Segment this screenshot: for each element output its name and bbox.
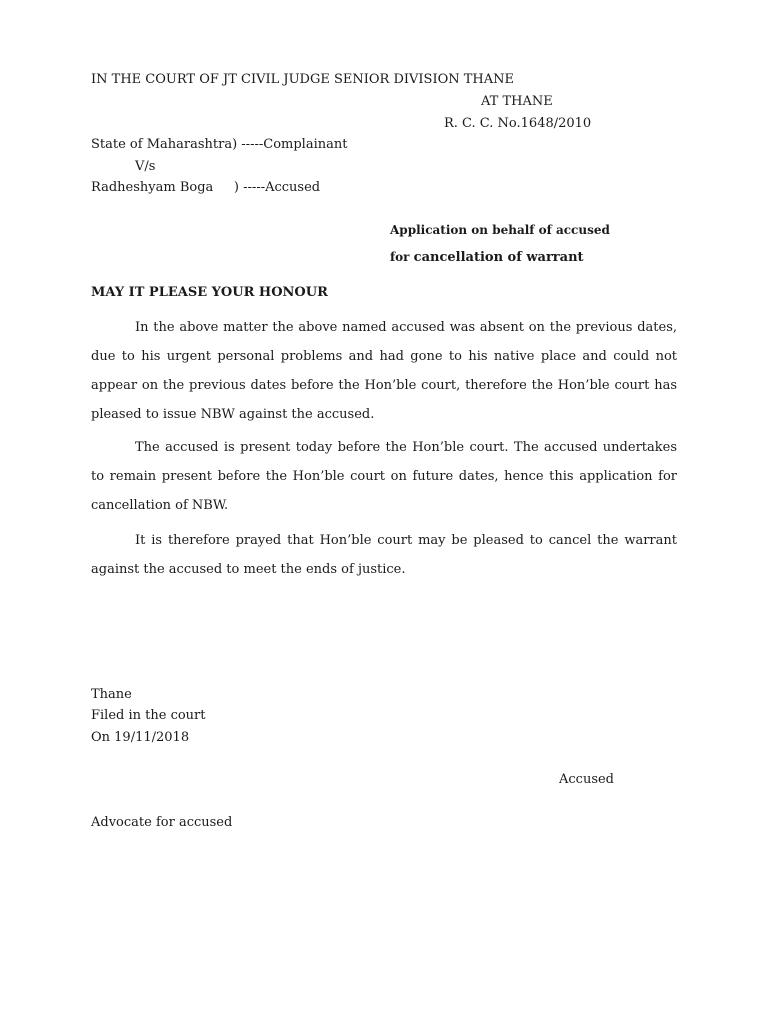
versus-line: V/s bbox=[135, 159, 156, 174]
court-title: IN THE COURT OF JT CIVIL JUDGE SENIOR DIVISION THANE bbox=[91, 72, 515, 87]
filing-place: Thane bbox=[91, 687, 132, 702]
advocate-line: Advocate for accused bbox=[91, 815, 233, 830]
application-title-prefix: for bbox=[390, 250, 414, 264]
filing-note: Filed in the court bbox=[91, 708, 206, 723]
salutation: MAY IT PLEASE YOUR HONOUR bbox=[91, 285, 328, 300]
signatory-accused: Accused bbox=[559, 772, 615, 787]
paragraph-3-text: It is therefore prayed that Hon’ble court may be pleased to cancel the warrant against the accused to meet the ends of justice. bbox=[91, 533, 677, 577]
court-location: AT THANE bbox=[481, 94, 553, 109]
paragraph-2 bbox=[91, 433, 677, 520]
paragraph-1-text: In the above matter the above named accused was absent on the previous dates, due to his urgent personal problems and had gone to his native place and could not appear on the previous dates before the Hon’ble court, therefore the Hon’ble court has pleased to issue NBW against the accused. bbox=[91, 320, 677, 422]
paragraph-1 bbox=[91, 313, 677, 429]
case-number: R. C. C. No.1648/2010 bbox=[444, 116, 592, 131]
accused-line: Radheshyam Boga ) -----Accused bbox=[91, 180, 321, 195]
filing-date: On 19/11/2018 bbox=[91, 730, 190, 745]
complainant-line: State of Maharashtra) -----Complainant bbox=[91, 137, 348, 152]
paragraph-3 bbox=[91, 526, 677, 584]
paragraph-2-text: The accused is present today before the Hon’ble court. The accused undertakes to remain present before the Hon’ble court on future dates, hence this application for cancellation of NBW. bbox=[91, 440, 677, 513]
application-title-emphasis: cancellation of warrant bbox=[413, 250, 584, 265]
application-title-line2 bbox=[390, 250, 584, 265]
application-title-line1: Application on behalf of accused bbox=[390, 223, 610, 237]
